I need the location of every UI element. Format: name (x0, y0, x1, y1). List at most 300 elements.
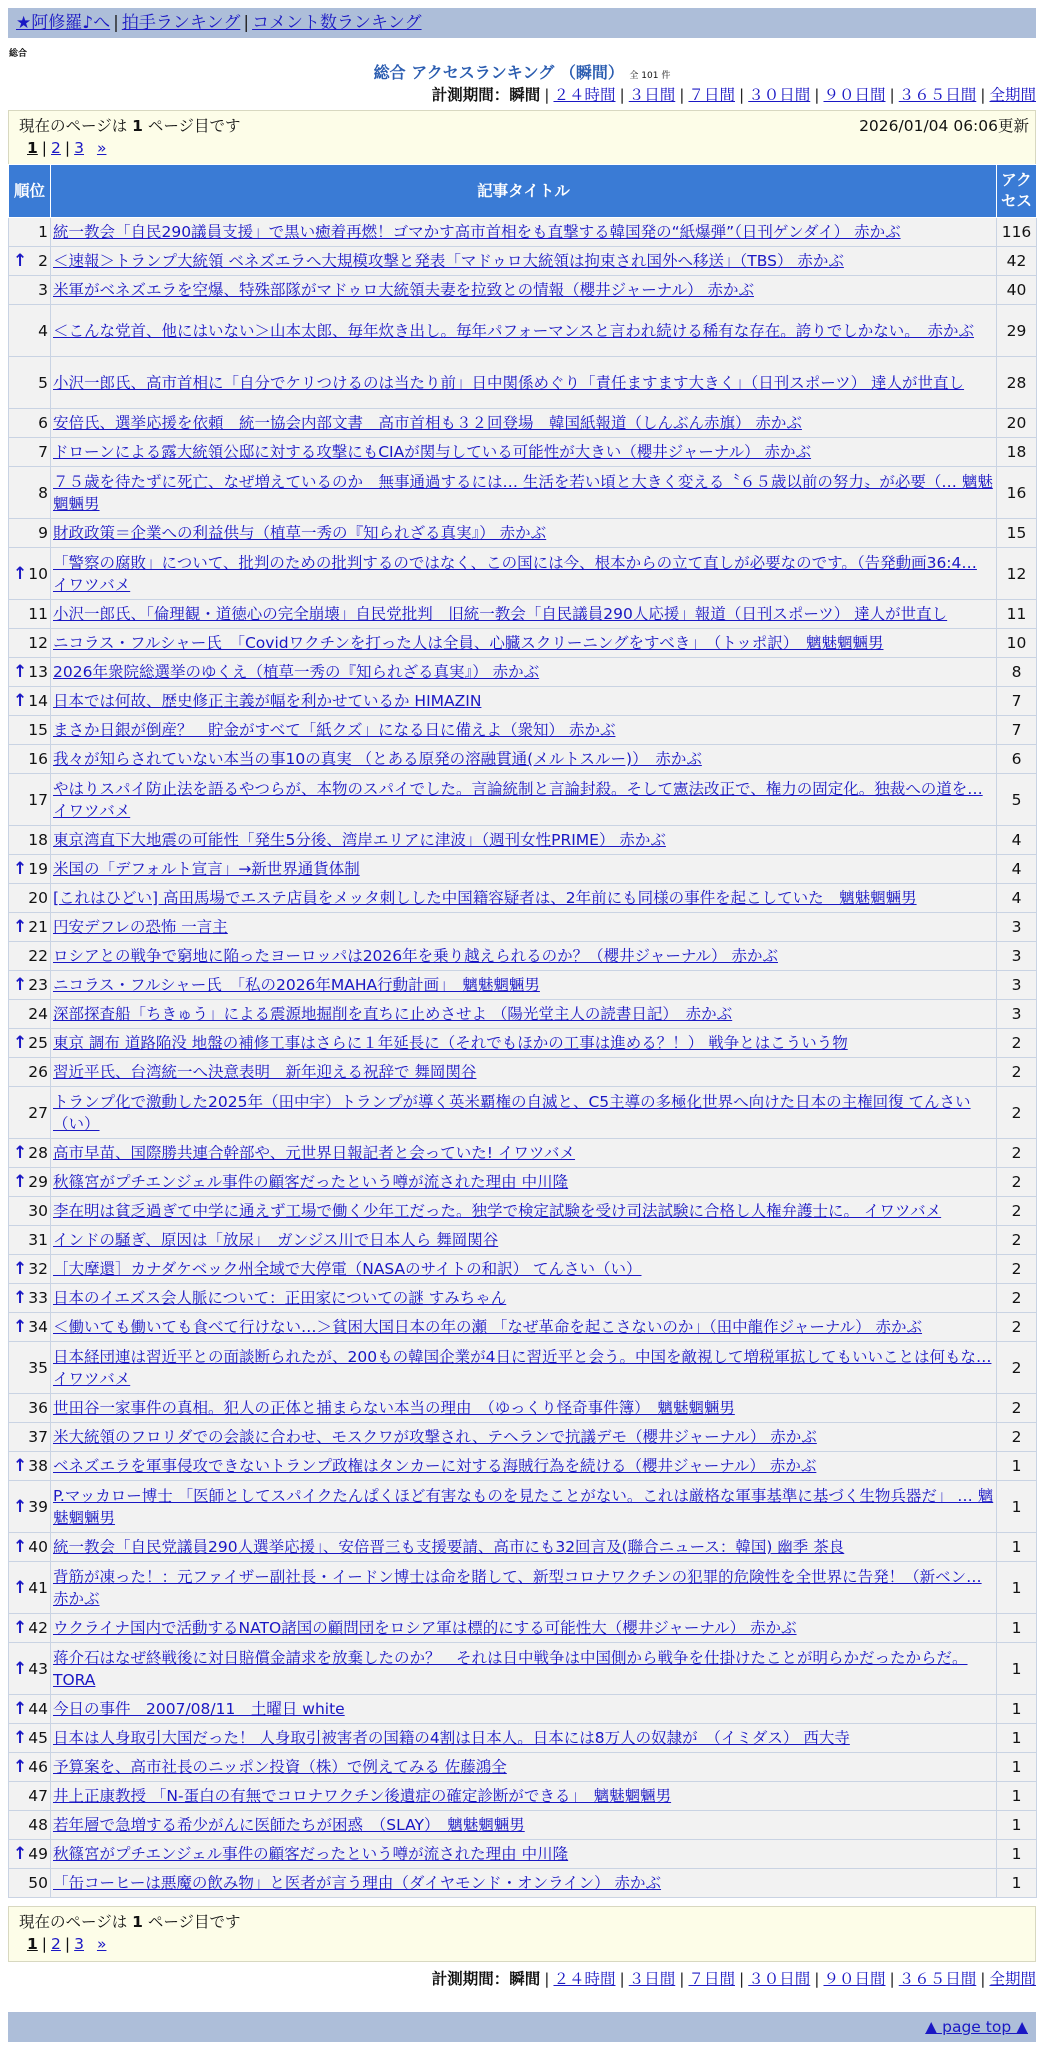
rank-cell (9, 942, 51, 971)
table-row (9, 1255, 1037, 1284)
article-title-link[interactable]: 小沢一郎氏、高市首相に「自分でケリつけるのは当たり前」日中関係めぐり「責任ますます大きく」（日刊スポーツ） 達人が世直し (53, 373, 965, 392)
rank-number: 31 (28, 1231, 48, 1249)
rank-cell (9, 409, 51, 438)
pager (27, 1933, 1025, 1955)
access-count: 6 (1011, 750, 1022, 768)
rank-cell (9, 1087, 51, 1139)
title-cell (51, 1284, 997, 1313)
table-row (9, 1811, 1037, 1840)
access-count: 29 (1006, 321, 1027, 340)
access-count-cell (997, 548, 1037, 600)
period-option-link[interactable]: ３６５日間 (898, 1970, 977, 1988)
rank-number: 30 (28, 1202, 48, 1220)
article-title-link[interactable]: 背筋が凍った！：元ファイザー副社長・イードン博士は命を賭して、新型コロナワクチンの犯罪的危険性を全世界に告発！（新ベン… 赤かぶ (53, 1567, 982, 1608)
access-count: 10 (1006, 634, 1027, 652)
period-option-link[interactable]: ３０日間 (748, 86, 811, 104)
rank-up-arrow-icon: ↑ (13, 1577, 28, 1598)
article-title-link[interactable]: 高市早苗、国際勝共連合幹部や、元世界日報記者と会っていた! イワツバメ (53, 1144, 576, 1162)
title-cell (51, 1342, 997, 1394)
access-count: 11 (1006, 605, 1027, 623)
title-cell (51, 357, 997, 409)
title-cell (51, 687, 997, 716)
title-cell (51, 1029, 997, 1058)
rank-number: 50 (28, 1874, 48, 1892)
title-cell (51, 438, 997, 467)
access-count: 2 (1011, 1358, 1022, 1377)
rank-number: 37 (28, 1428, 48, 1446)
article-title-link[interactable]: ＜働いても働いても食べて行けない…＞貧困大国日本の年の瀬 「なぜ革命を起こさないのか」（田中龍作ジャーナル） 赤かぶ (53, 1318, 923, 1336)
table-row (9, 409, 1037, 438)
rank-cell (9, 1197, 51, 1226)
access-count: 12 (1006, 564, 1027, 583)
period-option-link[interactable]: ９０日間 (823, 86, 886, 104)
access-count-cell (997, 971, 1037, 1000)
table-row (9, 884, 1037, 913)
access-count: 3 (1011, 918, 1022, 936)
rank-cell (9, 884, 51, 913)
rank-cell (9, 1342, 51, 1394)
article-title-link[interactable]: ニコラス・フルシャー氏 「私の2026年MAHA行動計画」 魑魅魍魎男 (53, 976, 540, 994)
rank-number: 43 (28, 1659, 48, 1678)
access-count-cell (997, 247, 1037, 276)
current-page-text (19, 1911, 1025, 1933)
rank-cell (9, 1168, 51, 1197)
footer-bar (8, 2012, 1036, 2042)
period-separator: | (814, 86, 820, 104)
rank-up-arrow-icon: ↑ (13, 1618, 28, 1638)
access-count-cell (997, 1782, 1037, 1811)
access-count-cell (997, 600, 1037, 629)
title-cell (51, 1226, 997, 1255)
rank-number: 47 (28, 1787, 48, 1805)
access-count-cell (997, 629, 1037, 658)
top-nav-bar: ★阿修羅♪へ | 拍手ランキング | コメント数ランキング (8, 8, 1036, 38)
access-count: 2 (1011, 1399, 1022, 1417)
article-title-link[interactable]: 我々が知らされていない本当の事10の真実 （とある原発の溶融貫通(メルトスルー)） 赤かぶ (53, 750, 702, 768)
access-count-cell (997, 1811, 1037, 1840)
article-title-link[interactable]: [これはひどい] 高田馬場でエステ店員をメッタ刺しした中国籍容疑者は、2年前にも同様の事件を起こしていた 魑魅魍魎男 (53, 889, 917, 907)
title-cell (51, 1533, 997, 1562)
table-row (9, 600, 1037, 629)
rank-up-arrow-icon: ↑ (13, 1456, 28, 1476)
access-count-cell (997, 1029, 1037, 1058)
rank-number: 28 (28, 1144, 48, 1162)
rank-cell (9, 1394, 51, 1423)
article-title-link[interactable]: 若年層で急増する希少がんに医師たちが困惑 （SLAY） 魑魅魍魎男 (53, 1816, 525, 1834)
access-count: 7 (1011, 692, 1022, 710)
rank-cell (9, 1695, 51, 1724)
pager-page-link[interactable]: 3 (74, 139, 85, 157)
rank-number: 3 (38, 281, 48, 299)
period-selector-top (432, 84, 1036, 106)
period-separator: | (980, 1970, 986, 1988)
article-title-link[interactable]: ロシアとの戦争で窮地に陥ったヨーロッパは2026年を乗り越えられるのか？（櫻井ジャーナル） 赤かぶ (53, 947, 778, 965)
table-row (9, 971, 1037, 1000)
article-title-link[interactable]: 習近平氏、台湾統一へ決意表明 新年迎える祝辞で 舞岡関谷 (53, 1063, 477, 1081)
rank-cell (9, 1423, 51, 1452)
rank-number: 15 (28, 721, 48, 739)
period-option-link[interactable]: ３日間 (628, 86, 676, 104)
rank-number: 8 (38, 483, 48, 502)
nav-link-home[interactable]: ★阿修羅♪へ (16, 13, 111, 33)
table-row (9, 1087, 1037, 1139)
pager-separator: | (41, 1935, 48, 1953)
period-option-link[interactable]: ２４時間 (553, 1970, 616, 1988)
period-option-link[interactable]: ３６５日間 (898, 86, 977, 104)
access-count-cell (997, 1614, 1037, 1643)
rank-up-arrow-icon: ↑ (13, 1143, 28, 1163)
access-count-cell (997, 1255, 1037, 1284)
access-count-cell (997, 826, 1037, 855)
access-count: 1 (1011, 1497, 1022, 1516)
pager (27, 137, 1025, 159)
rank-up-arrow-icon: ↑ (13, 1844, 28, 1864)
table-row (9, 1168, 1037, 1197)
access-count-cell (997, 1087, 1037, 1139)
article-title-link[interactable]: 米大統領のフロリダでの会談に合わせ、モスクワが攻撃され、テヘランで抗議デモ（櫻井ジャーナル） 赤かぶ (53, 1428, 817, 1446)
title-cell (51, 218, 997, 247)
access-count-cell (997, 1840, 1037, 1869)
rank-cell (9, 1614, 51, 1643)
article-title-link[interactable]: ＜こんな党首、他にはいない＞山本太郎、毎年炊き出し。毎年パフォーマンスと言われ続ける稀有な存在。誇りでしかない。 赤かぶ (53, 321, 975, 340)
title-cell (51, 519, 997, 548)
ranking-table (8, 164, 1037, 1898)
title-cell (51, 1087, 997, 1139)
table-row (9, 1695, 1037, 1724)
access-count: 2 (1011, 1318, 1022, 1336)
rank-cell (9, 774, 51, 826)
rank-number: 9 (38, 524, 48, 542)
article-title-link[interactable]: トランプ化で激動した2025年（田中宇）トランプが導く英米覇権の自滅と、C5主導の多極化世界へ向けた日本の主権回復 てんさい（い） (53, 1092, 971, 1133)
article-title-link[interactable]: 「警察の腐敗」について、批判のための批判するのではなく、この国には今、根本からの立て直しが必要なのです。（告発動画36:4… イワツバメ (53, 553, 977, 594)
access-count: 116 (1001, 223, 1032, 241)
article-title-link[interactable]: 東京 調布 道路陥没 地盤の補修工事はさらに１年延長に（それでもほかの工事は進める？！） 戦争とはこういう物 (53, 1034, 848, 1052)
access-count: 16 (1006, 483, 1027, 502)
rank-cell (9, 1226, 51, 1255)
title-cell (51, 971, 997, 1000)
article-title-link[interactable]: 予算案を、高市社長のニッポン投資（株）で例えてみる 佐藤鴻全 (53, 1758, 507, 1776)
rank-number: 49 (28, 1845, 48, 1863)
period-separator: | (739, 1970, 745, 1988)
rank-up-arrow-icon: ↑ (13, 1757, 28, 1777)
access-count: 1 (1011, 1659, 1022, 1678)
pager-gap (88, 1935, 93, 1953)
rank-cell (9, 519, 51, 548)
rank-number: 6 (38, 414, 48, 432)
table-row (9, 826, 1037, 855)
access-count: 2 (1011, 1144, 1022, 1162)
article-title-link[interactable]: 井上正康教授 「N-蛋白の有無でコロナワクチン後遺症の確定診断ができる」 魑魅魍魎男 (53, 1787, 672, 1805)
rank-number: 24 (28, 1005, 48, 1023)
article-title-link[interactable]: 日本経団連は習近平との面談断られたが、200もの韓国企業が4日に習近平と会う。中国を敵視して増税軍拡してもいいことは何もな… イワツバメ (53, 1347, 992, 1388)
access-count-cell (997, 884, 1037, 913)
pager-page-link[interactable]: 3 (74, 1935, 85, 1953)
article-title-link[interactable]: 2026年衆院総選挙のゆくえ（植草一秀の『知られざる真実』） 赤かぶ (53, 663, 540, 681)
table-row (9, 247, 1037, 276)
access-count-cell (997, 1753, 1037, 1782)
current-page-suffix: ページ目です (142, 1913, 241, 1931)
rank-number: 40 (28, 1538, 48, 1556)
rank-cell (9, 1840, 51, 1869)
pager-next-link[interactable]: » (96, 139, 107, 157)
page-top-link[interactable]: ▲ page top ▲ (925, 2018, 1028, 2036)
current-page-number: 1 (132, 117, 143, 135)
rank-number: 20 (28, 889, 48, 907)
rank-number: 17 (28, 790, 48, 809)
period-option-link[interactable]: 全期間 (989, 1970, 1036, 1988)
table-row (9, 1643, 1037, 1695)
table-row (9, 1782, 1037, 1811)
rank-up-arrow-icon: ↑ (13, 662, 28, 682)
rank-cell (9, 629, 51, 658)
article-title-link[interactable]: 秋篠宮がプチエンジェル事件の顧客だったという噂が流された理由 中川隆 (53, 1173, 569, 1191)
access-count-cell (997, 1000, 1037, 1029)
table-row (9, 1533, 1037, 1562)
article-title-link[interactable]: 米軍がベネズエラを空爆、特殊部隊がマドゥロ大統領夫妻を拉致との情報（櫻井ジャーナル） 赤かぶ (53, 281, 754, 299)
table-row (9, 519, 1037, 548)
rank-cell (9, 1029, 51, 1058)
title-cell (51, 1168, 997, 1197)
access-count-cell (997, 1869, 1037, 1898)
table-row (9, 942, 1037, 971)
page-title-text: 総合 アクセスランキング （瞬間） (373, 63, 624, 82)
title-cell (51, 1452, 997, 1481)
rank-up-arrow-icon: ↑ (13, 1172, 28, 1192)
article-title-link[interactable]: ニコラス・フルシャー氏 「Covidワクチンを打った人は全員、心臓スクリーニングをすべき」 （トッポ訳） 魑魅魍魎男 (53, 634, 884, 652)
table-row (9, 1058, 1037, 1087)
rank-cell (9, 276, 51, 305)
article-title-link[interactable]: ウクライナ国内で活動するNATO諸国の顧問団をロシア軍は標的にする可能性大（櫻井ジャーナル） 赤かぶ (53, 1619, 797, 1637)
table-row (9, 1452, 1037, 1481)
article-title-link[interactable]: 秋篠宮がプチエンジェル事件の顧客だったという噂が流された理由 中川隆 (53, 1845, 569, 1863)
access-count: 2 (1011, 1428, 1022, 1446)
access-count: 1 (1011, 1787, 1022, 1805)
rank-up-arrow-icon: ↑ (13, 859, 28, 879)
article-title-link[interactable]: インドの騒ぎ、原因は「放尿」 ガンジス川で日本人ら 舞岡関谷 (53, 1231, 499, 1249)
rank-cell (9, 913, 51, 942)
rank-number: 1 (38, 223, 48, 241)
table-row (9, 1394, 1037, 1423)
access-count: 2 (1011, 1173, 1022, 1191)
rank-cell (9, 658, 51, 687)
period-option-link[interactable]: ７日間 (688, 86, 735, 104)
table-row (9, 1313, 1037, 1342)
rank-cell (9, 1782, 51, 1811)
rank-cell (9, 1058, 51, 1087)
rank-cell (9, 1724, 51, 1753)
pager-separator: | (41, 139, 48, 157)
title-cell (51, 855, 997, 884)
access-count: 4 (1011, 889, 1022, 907)
period-separator: | (679, 1970, 685, 1988)
article-title-link[interactable]: まさか日銀が倒産？ 貯金がすべて「紙クズ」になる日に備えよ（衆知） 赤かぶ (53, 721, 616, 739)
table-row (9, 305, 1037, 357)
access-count-cell (997, 1394, 1037, 1423)
rank-cell (9, 855, 51, 884)
rank-cell (9, 438, 51, 467)
rank-cell (9, 1753, 51, 1782)
article-title-link[interactable]: 日本は人身取引大国だった！ 人身取引被害者の国籍の4割は日本人。日本には8万人の奴隷が （イミダス） 西大寺 (53, 1729, 850, 1747)
rank-up-arrow-icon: ↑ (13, 1033, 28, 1053)
rank-cell (9, 600, 51, 629)
rank-number: 41 (28, 1578, 48, 1597)
access-count: 1 (1011, 1538, 1022, 1556)
rank-number: 4 (38, 321, 48, 340)
table-row (9, 548, 1037, 600)
pager-page-link[interactable]: 2 (51, 139, 61, 157)
title-cell (51, 467, 997, 519)
article-title-link[interactable]: 日本では何故、歴史修正主義が幅を利かせているか HIMAZIN (53, 692, 482, 710)
title-cell (51, 1695, 997, 1724)
rank-number: 25 (28, 1034, 48, 1052)
access-count-cell (997, 276, 1037, 305)
title-cell (51, 247, 997, 276)
article-title-link[interactable]: 米国の「デフォルト宣言」→新世界通貨体制 (53, 860, 360, 878)
rank-cell (9, 548, 51, 600)
table-row (9, 716, 1037, 745)
period-separator: | (980, 86, 986, 104)
table-row (9, 1724, 1037, 1753)
title-cell (51, 942, 997, 971)
period-label: 計測期間： (431, 1970, 510, 1988)
table-row (9, 1342, 1037, 1394)
title-cell (51, 1394, 997, 1423)
access-count: 42 (1006, 252, 1027, 270)
rank-up-arrow-icon: ↑ (13, 1658, 28, 1679)
rank-number: 12 (28, 634, 48, 652)
article-title-link[interactable]: P.マッカロー博士 「医師としてスパイクたんぱくほど有害なものを見たことがない。これは厳格な軍事基準に基づく生物兵器だ」 … 魑魅魍魎男 (53, 1486, 994, 1527)
rank-cell (9, 1643, 51, 1695)
table-row (9, 1139, 1037, 1168)
article-title-link[interactable]: 統一教会「自民290議員支援」で黒い癒着再燃！ゴマかす高市首相をも直撃する韓国発の“紙爆弾”（日刊ゲンダイ） 赤かぶ (53, 223, 901, 241)
title-cell (51, 1139, 997, 1168)
access-count-cell (997, 519, 1037, 548)
rank-number: 18 (28, 831, 48, 849)
rank-number: 42 (28, 1619, 48, 1637)
period-separator: | (619, 86, 625, 104)
article-title-link[interactable]: ７５歳を待たずに死亡、なぜ増えているのか 無事通過するには… 生活を若い頃と大きく変える〝６５歳以前の努力〟が必要（… 魑魅魍魎男 (53, 472, 993, 513)
rank-number: 32 (28, 1260, 48, 1278)
rank-up-arrow-icon: ↑ (13, 1496, 28, 1517)
access-count: 1 (1011, 1700, 1022, 1718)
article-title-link[interactable]: 財政政策＝企業への利益供与（植草一秀の『知られざる真実』） 赤かぶ (53, 524, 547, 542)
table-row (9, 687, 1037, 716)
article-title-link[interactable]: 日本のイエズス会人脈について：正田家についての謎 すみちゃん (53, 1289, 507, 1307)
article-title-link[interactable]: ［大摩還］カナダケベック州全域で大停電（NASAのサイトの和訳） てんさい（い） (53, 1260, 642, 1278)
access-count-cell (997, 305, 1037, 357)
rank-up-arrow-icon: ↑ (13, 1259, 28, 1279)
article-title-link[interactable]: 深部探査船「ちきゅう」による震源地掘削を直ちに止めさせよ （陽光堂主人の読書日記） 赤かぶ (53, 1005, 733, 1023)
access-count-cell (997, 1533, 1037, 1562)
rank-number: 21 (28, 918, 48, 936)
access-count-cell (997, 1724, 1037, 1753)
title-cell (51, 600, 997, 629)
access-count: 1 (1011, 1758, 1022, 1776)
rank-up-arrow-icon: ↑ (13, 1288, 28, 1308)
pager-page-link[interactable]: 2 (51, 1935, 61, 1953)
pager-current-page[interactable]: 1 (27, 139, 38, 157)
rank-up-arrow-icon: ↑ (13, 251, 28, 271)
pager-current-page[interactable]: 1 (27, 1935, 38, 1953)
period-separator: | (889, 86, 895, 104)
article-title-link[interactable]: 安倍氏、選挙応援を依頼 統一協会内部文書 高市首相も３２回登場 韓国紙報道（しんぶん赤旗） 赤かぶ (53, 414, 802, 432)
title-cell (51, 884, 997, 913)
rank-number: 7 (38, 443, 48, 461)
rank-up-arrow-icon: ↑ (13, 1699, 28, 1719)
access-count-cell (997, 745, 1037, 774)
article-title-link[interactable]: ベネズエラを軍事侵攻できないトランプ政権はタンカーに対する海賊行為を続ける（櫻井ジャーナル） 赤かぶ (53, 1457, 817, 1475)
article-title-link[interactable]: 「缶コーヒーは悪魔の飲み物」と医者が言う理由（ダイヤモンド・オンライン） 赤かぶ (53, 1874, 662, 1892)
access-count-cell (997, 687, 1037, 716)
access-count: 1 (1011, 1816, 1022, 1834)
article-title-link[interactable]: 東京湾直下大地震の可能性「発生5分後、湾岸エリアに津波」（週刊女性PRIME） 赤かぶ (53, 831, 666, 849)
article-title-link[interactable]: 小沢一郎氏、「倫理観・道徳心の完全崩壊」自民党批判 旧統一教会「自民議員290人応援」報道（日刊スポーツ） 達人が世直し (53, 605, 948, 623)
pager-next-link[interactable]: » (96, 1935, 107, 1953)
title-cell (51, 276, 997, 305)
category-label: 総合 (9, 49, 28, 59)
nav-link-applause-ranking[interactable]: 拍手ランキング (121, 13, 241, 33)
period-option-link[interactable]: ３日間 (628, 1970, 676, 1988)
article-title-link[interactable]: 世田谷一家事件の真相。犯人の正体と捕まらない本当の理由 （ゆっくり怪奇事件簿） 魑魅魍魎男 (53, 1399, 735, 1417)
pager-gap (88, 139, 93, 157)
title-cell (51, 1255, 997, 1284)
period-option-link[interactable]: ２４時間 (553, 86, 616, 104)
period-separator: | (544, 86, 550, 104)
table-row (9, 855, 1037, 884)
rank-cell (9, 357, 51, 409)
article-title-link[interactable]: ＜速報＞トランプ大統領 ベネズエラへ大規模攻撃と発表「マドゥロ大統領は拘束され国外へ移送」（TBS） 赤かぶ (53, 252, 844, 270)
period-option-link[interactable]: ３０日間 (748, 1970, 811, 1988)
access-count-cell (997, 1168, 1037, 1197)
article-title-link[interactable]: 円安デフレの恐怖 一言主 (53, 918, 228, 936)
table-row (9, 1423, 1037, 1452)
access-count-cell (997, 716, 1037, 745)
period-option-link[interactable]: ９０日間 (823, 1970, 886, 1988)
rank-number: 44 (28, 1700, 48, 1718)
access-count-cell (997, 438, 1037, 467)
rank-number: 5 (38, 373, 48, 392)
article-title-link[interactable]: やはりスパイ防止法を語るやつらが、本物のスパイでした。言論統制と言論封殺。そして憲法改正で、権力の固定化。独裁への道を… イワツバメ (53, 779, 983, 820)
title-cell (51, 1423, 997, 1452)
rank-number: 38 (28, 1457, 48, 1475)
access-count-cell (997, 942, 1037, 971)
period-option-link[interactable]: 全期間 (989, 86, 1036, 104)
article-title-link[interactable]: 今日の事件 2007/08/11 土曜日 white (53, 1700, 345, 1718)
table-row (9, 1562, 1037, 1614)
rank-number: 39 (28, 1497, 48, 1516)
access-count: 3 (1011, 1005, 1022, 1023)
article-title-link[interactable]: 統一教会「自民党議員290人選挙応援」、安倍晋三も支援要請、高市にも32回言及(聯合ニュース：韓国) 幽季 茶良 (53, 1538, 845, 1556)
period-option-link[interactable]: ７日間 (688, 1970, 735, 1988)
table-row (9, 1029, 1037, 1058)
table-row (9, 745, 1037, 774)
period-separator: | (619, 1970, 625, 1988)
rank-cell (9, 1255, 51, 1284)
access-count-cell (997, 409, 1037, 438)
title-header: 記事タイトル (51, 165, 997, 218)
nav-link-comment-ranking[interactable]: コメント数ランキング (252, 13, 422, 33)
article-title-link[interactable]: 蒋介石はなぜ終戦後に対日賠償金請求を放棄したのか？ それは日中戦争は中国側から戦争を仕掛けたことが明らかだったからだ。 TORA (53, 1648, 968, 1689)
access-count-cell (997, 1562, 1037, 1614)
rank-number: 45 (28, 1729, 48, 1747)
rank-cell (9, 687, 51, 716)
article-title-link[interactable]: ドローンによる露大統領公邸に対する攻撃にもCIAが関与している可能性が大きい（櫻井ジャーナル） 赤かぶ (53, 443, 812, 461)
current-page-number: 1 (132, 1913, 143, 1931)
rank-up-arrow-icon: ↑ (13, 917, 28, 937)
article-title-link[interactable]: 李在明は貧乏過ぎて中学に通えず工場で働く少年工だった。独学で検定試験を受け司法試験に合格し人権弁護士に。 イワツバメ (53, 1202, 942, 1220)
pager-separator: | (64, 1935, 71, 1953)
title-cell (51, 826, 997, 855)
